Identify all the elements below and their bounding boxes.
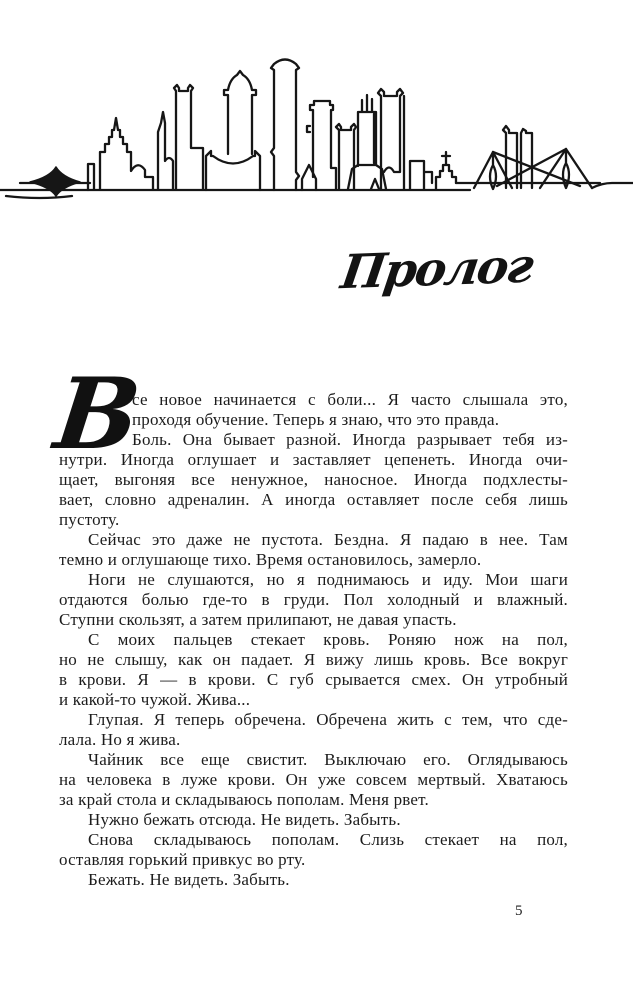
drop-cap: В: [49, 357, 146, 472]
text-line: нутри. Иногда оглушает и заставляет цепенеть. Иногда очи-: [59, 450, 568, 469]
body-text: [59, 390, 568, 890]
chapter-title: Пролог: [337, 238, 536, 301]
text-line: вает, словно адреналин. А иногда оставляет после себя лишь: [59, 490, 568, 509]
text-line: Чайник все еще свистит. Выключаю его. Оглядываюсь: [88, 750, 568, 769]
text-line: щает, выгоняя все ненужное, наносное. Иногда подхлесты-: [59, 470, 568, 489]
text-line: пустоту.: [59, 510, 120, 529]
text-line: проходя обучение. Теперь я знаю, что это правда.: [132, 410, 500, 429]
text-line: Ноги не слушаются, но я поднимаюсь и иду. Мои шаги: [88, 570, 568, 589]
text-line: лала. Но я жива.: [59, 730, 181, 749]
text-line: темно и оглушающе тихо. Время остановилось, замерло.: [59, 550, 482, 569]
text-line: за край стола и складываюсь пополам. Меня рвет.: [59, 790, 429, 809]
text-line: Ступни скользят, а затем прилипают, не давая упасть.: [59, 610, 457, 629]
text-line: Нужно бежать отсюда. Не видеть. Забыть.: [88, 810, 401, 829]
text-line: в крови. Я — в крови. С губ срывается смех. Он утробный: [59, 670, 568, 689]
text-line: Глупая. Я теперь обречена. Обречена жить с тем, что сде-: [88, 710, 568, 729]
text-line: Снова складываюсь пополам. Слизь стекает на пол,: [88, 830, 568, 849]
text-line: Боль. Она бывает разной. Иногда разрывает тебя из-: [132, 430, 568, 449]
text-line: оставляя горький привкус во рту.: [59, 850, 306, 869]
page-number: 5: [515, 903, 523, 919]
city-skyline-illustration: [0, 0, 633, 215]
text-line: С моих пальцев стекает кровь. Роняю нож на пол,: [88, 630, 568, 649]
text-line: и какой-то чужой. Жива...: [59, 690, 251, 709]
text-line: Сейчас это даже не пустота. Бездна. Я падаю в нее. Там: [88, 530, 568, 549]
text-line: на человека в луже крови. Он уже совсем мертвый. Хватаюсь: [59, 770, 568, 789]
text-line: Бежать. Не видеть. Забыть.: [88, 870, 290, 889]
text-line: но не слышу, как он падает. Я вижу лишь кровь. Все вокруг: [59, 650, 568, 669]
text-line: отдаются болью где-то в груди. Пол холодный и влажный.: [59, 590, 568, 609]
text-line: се новое начинается с боли... Я часто слышала это,: [132, 390, 568, 409]
